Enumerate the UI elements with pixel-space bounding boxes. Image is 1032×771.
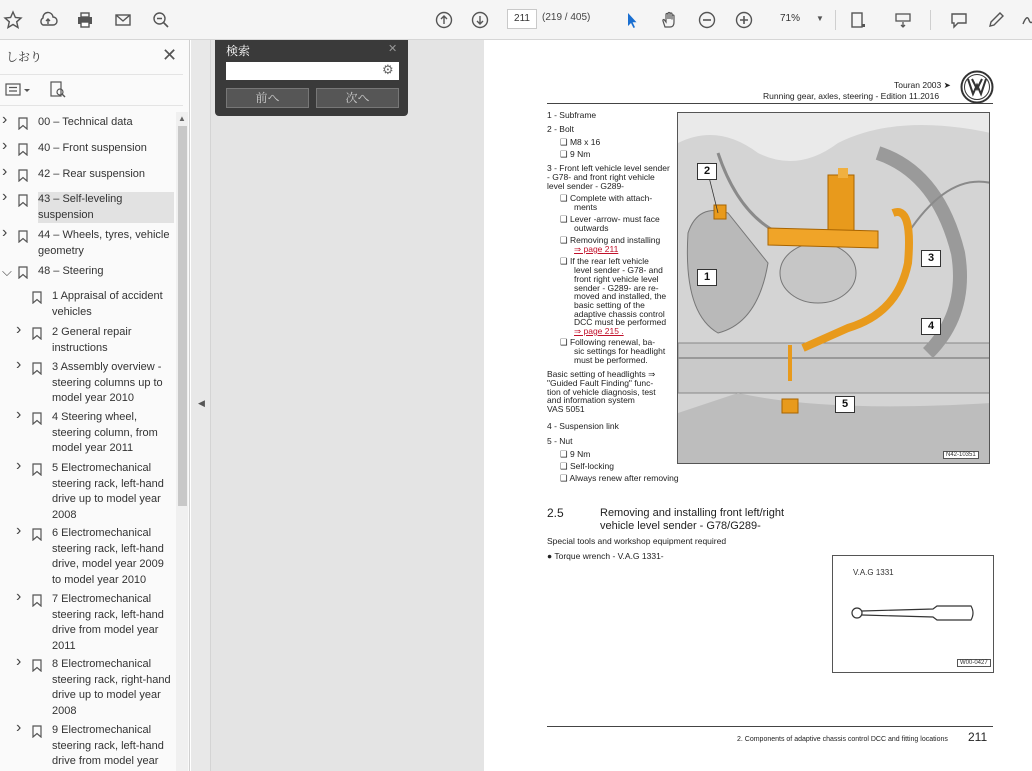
bookmark-icon	[18, 266, 28, 279]
page-link-215[interactable]: ⇒ page 215 .	[574, 326, 624, 336]
bookmark-icon	[32, 659, 42, 672]
item-3g1: ❑ If the rear left vehicle	[560, 256, 649, 266]
suspension-figure	[677, 112, 990, 464]
close-icon[interactable]: ✕	[162, 45, 178, 65]
chevron-right-icon[interactable]: ›	[16, 356, 22, 373]
bookmark-icon	[32, 291, 42, 304]
bookmark-icon	[32, 362, 42, 375]
toolbar	[0, 0, 1032, 40]
chevron-right-icon[interactable]: ›	[2, 163, 8, 180]
bookmark-item[interactable]	[0, 653, 176, 719]
item-3g5: moved and installed, the	[574, 291, 667, 301]
item-1: 1 - Subframe	[547, 110, 597, 120]
chevron-right-icon[interactable]: ›	[2, 112, 8, 128]
bookmark-label: 00 – Technical data	[38, 116, 133, 128]
suspension-illustration	[678, 113, 990, 464]
figure-code: N42-10351	[943, 451, 979, 459]
header-title: Touran 2003 ➤	[894, 80, 951, 90]
torque-wrench-illustration	[833, 556, 995, 674]
item-3i5: VAS 5051	[547, 404, 585, 414]
bookmark-label: 9 Electromechanical steering rack, left-hand drive from model year	[52, 724, 164, 767]
callout-1: 1	[697, 269, 717, 286]
bookmark-label: 3 Assembly overview - steering columns up to model year 2010	[52, 361, 163, 404]
chevron-right-icon[interactable]: ›	[2, 188, 8, 205]
prev-page-icon[interactable]	[431, 7, 457, 33]
bookmark-icon	[18, 169, 28, 182]
bookmark-icon	[18, 143, 28, 156]
chevron-right-icon[interactable]: ›	[16, 588, 22, 605]
item-3h3: must be performed.	[574, 355, 648, 365]
bookmark-label: 1 Appraisal of accident vehicles	[52, 290, 163, 318]
mail-icon[interactable]	[110, 7, 136, 33]
item-3f1: ❑ Removing and installing	[560, 235, 661, 245]
chevron-right-icon[interactable]: ›	[16, 457, 22, 474]
section-title-line-1: Removing and installing front left/right	[600, 507, 785, 519]
item-3g6: basic setting of the	[574, 300, 645, 310]
header-rule	[547, 103, 993, 104]
close-icon[interactable]: ✕	[388, 43, 398, 55]
fit-page-icon[interactable]	[845, 7, 871, 33]
item-3g7: adaptive chassis control	[574, 309, 665, 319]
chevron-right-icon[interactable]: ›	[16, 522, 22, 539]
previous-button[interactable]: 前へ	[226, 88, 309, 108]
item-3d1: ❑ Complete with attach-	[560, 193, 653, 203]
next-page-icon[interactable]	[467, 7, 493, 33]
options-menu-icon[interactable]	[5, 81, 31, 104]
bookmark-icon	[18, 117, 28, 130]
bookmark-item[interactable]	[0, 264, 176, 280]
keyboard-scroll-icon[interactable]	[890, 7, 916, 33]
search-input[interactable]	[226, 62, 399, 80]
chevron-right-icon[interactable]: ›	[16, 321, 22, 338]
hand-tool-icon[interactable]	[656, 7, 682, 33]
footer-rule	[547, 726, 993, 727]
bookmark-icon	[32, 463, 42, 476]
toolbar-divider	[930, 10, 931, 30]
chevron-down-icon: ▼	[816, 14, 824, 23]
bookmark-icon	[32, 528, 42, 541]
bookmark-item[interactable]	[0, 719, 176, 770]
zoom-in-icon[interactable]	[731, 7, 757, 33]
item-3h2: sic settings for headlight	[574, 346, 666, 356]
page-count: (219 / 405)	[542, 12, 591, 23]
torque-wrench-figure	[832, 555, 994, 673]
item-3g8: DCC must be performed	[574, 317, 667, 327]
footer-page-number: 211	[968, 730, 988, 744]
bookmark-item[interactable]	[0, 406, 176, 457]
bookmarks-panel	[0, 40, 190, 771]
zoom-value: 71%	[780, 13, 801, 24]
callout-3: 3	[921, 250, 941, 267]
pen-icon[interactable]	[983, 7, 1009, 33]
zoom-select[interactable]	[774, 9, 830, 29]
search-popup	[215, 40, 408, 116]
bookmark-icon	[32, 412, 42, 425]
bookmark-item[interactable]	[0, 522, 176, 588]
zoom-out-icon[interactable]	[694, 7, 720, 33]
page-gutter	[210, 40, 484, 771]
bookmark-icon	[32, 327, 42, 340]
sidebar-title: しおり	[6, 50, 43, 64]
item-3a: 3 - Front left vehicle level sender	[547, 163, 670, 173]
section-number: 2.5	[547, 506, 564, 520]
chevron-right-icon[interactable]: ›	[2, 224, 8, 241]
callout-2: 2	[697, 163, 717, 180]
find-bookmark-icon[interactable]	[48, 80, 68, 105]
search-title: 検索	[226, 44, 251, 58]
item-3i1: Basic setting of headlights ⇒	[547, 369, 656, 379]
bookmark-item[interactable]	[0, 137, 176, 157]
item-3e2: outwards	[574, 223, 609, 233]
sidebar-toolbar	[0, 74, 183, 106]
bookmark-label: 8 Electromechanical steering rack, right-hand drive up to model year 2008	[52, 658, 171, 717]
figure-code: W00-0427	[957, 659, 991, 667]
bookmark-item[interactable]	[0, 188, 176, 223]
chevron-right-icon[interactable]: ›	[2, 137, 8, 154]
upload-cloud-icon[interactable]	[35, 7, 61, 33]
item-5c: ❑ Always renew after removing	[560, 473, 679, 483]
bookmark-item[interactable]	[0, 163, 176, 183]
star-icon[interactable]	[0, 7, 26, 33]
bookmark-label: 5 Electromechanical steering rack, left-hand drive up to model year 2008	[52, 462, 164, 521]
print-icon[interactable]	[72, 7, 98, 33]
callout-4: 4	[921, 318, 941, 335]
item-3g4: sender - G289- are re-	[574, 283, 659, 293]
toolbar-divider	[835, 10, 836, 30]
item-3i3: tion of vehicle diagnosis, test	[547, 387, 656, 397]
item-5: 5 - Nut	[547, 436, 573, 446]
bookmark-item[interactable]	[0, 457, 176, 523]
chevron-down-icon[interactable]: ⌵	[2, 264, 12, 279]
callout-5: 5	[835, 396, 855, 413]
bookmark-label: 43 – Self-leveling suspension	[38, 192, 174, 223]
scrollbar-thumb[interactable]	[178, 126, 187, 506]
scroll-up-icon[interactable]: ▲	[178, 114, 186, 123]
bookmark-label: 4 Steering wheel, steering column, from model year 2011	[52, 411, 158, 454]
bookmark-icon	[32, 725, 42, 738]
chevron-right-icon[interactable]: ›	[16, 406, 22, 423]
next-button[interactable]: 次へ	[316, 88, 399, 108]
bookmark-list	[0, 112, 176, 771]
bookmark-item[interactable]	[0, 289, 176, 320]
bookmark-item[interactable]	[0, 588, 176, 654]
bookmark-label: 7 Electromechanical steering rack, left-hand drive from model year 2011	[52, 593, 164, 652]
bookmark-item[interactable]	[0, 321, 176, 356]
special-tools-heading: Special tools and workshop equipment required	[547, 536, 727, 546]
item-3b: - G78- and front right vehicle	[547, 172, 655, 182]
search-zoom-icon[interactable]	[148, 7, 174, 33]
item-5b: ❑ Self-locking	[560, 461, 614, 471]
bookmark-item[interactable]	[0, 356, 176, 407]
item-3g2: level sender - G78- and	[574, 265, 663, 275]
item-3h1: ❑ Following renewal, ba-	[560, 337, 656, 347]
comment-icon[interactable]	[946, 7, 972, 33]
bookmark-label: 42 – Rear suspension	[38, 168, 146, 180]
item-2a: ❑ M8 x 16	[560, 137, 601, 147]
item-3d2: ments	[574, 202, 598, 212]
item-2b: ❑ 9 Nm	[560, 149, 591, 159]
page-number-input[interactable]: 211	[507, 9, 537, 29]
item-3i2: "Guided Fault Finding" func-	[547, 378, 654, 388]
bookmark-item[interactable]	[0, 112, 176, 131]
item-4: 4 - Suspension link	[547, 421, 619, 431]
collapse-panel-icon[interactable]: ◀	[198, 398, 205, 408]
select-cursor-icon[interactable]	[619, 7, 645, 33]
figure-label: V.A.G 1331	[853, 568, 894, 577]
gear-icon[interactable]: ⚙	[382, 62, 394, 77]
item-3i4: and information system	[547, 395, 635, 405]
bookmark-icon	[18, 230, 28, 243]
page-link-211[interactable]: ⇒ page 211	[574, 244, 619, 254]
chevron-right-icon[interactable]: ›	[16, 653, 22, 670]
bookmark-label: 2 General repair instructions	[52, 326, 132, 354]
item-2: 2 - Bolt	[547, 124, 574, 134]
bookmark-label: 40 – Front suspension	[38, 142, 147, 154]
section-title-line-2: vehicle level sender - G78/G289-	[600, 520, 761, 532]
item-5a: ❑ 9 Nm	[560, 449, 591, 459]
chevron-right-icon[interactable]: ›	[16, 719, 22, 736]
bookmark-label: 48 – Steering	[38, 265, 104, 277]
bookmark-icon	[18, 194, 28, 207]
bookmark-label: 44 – Wheels, tyres, vehicle geometry	[38, 229, 170, 257]
bookmark-icon	[32, 594, 42, 607]
bookmark-label: 6 Electromechanical steering rack, left-hand drive, model year 2009 to model year 2010	[52, 527, 164, 586]
item-3c: level sender - G289-	[547, 181, 625, 191]
tool-item-1: ● Torque wrench - V.A.G 1331-	[547, 551, 664, 561]
sign-icon[interactable]	[1016, 7, 1032, 33]
item-3e1: ❑ Lever -arrow- must face	[560, 214, 660, 224]
header-subtitle: Running gear, axles, steering - Edition 11.2016	[763, 91, 940, 101]
bookmark-item[interactable]	[0, 224, 176, 259]
footer-text: 2. Components of adaptive chassis control DCC and fitting locations	[737, 736, 948, 743]
item-3g3: front right vehicle level	[574, 274, 659, 284]
